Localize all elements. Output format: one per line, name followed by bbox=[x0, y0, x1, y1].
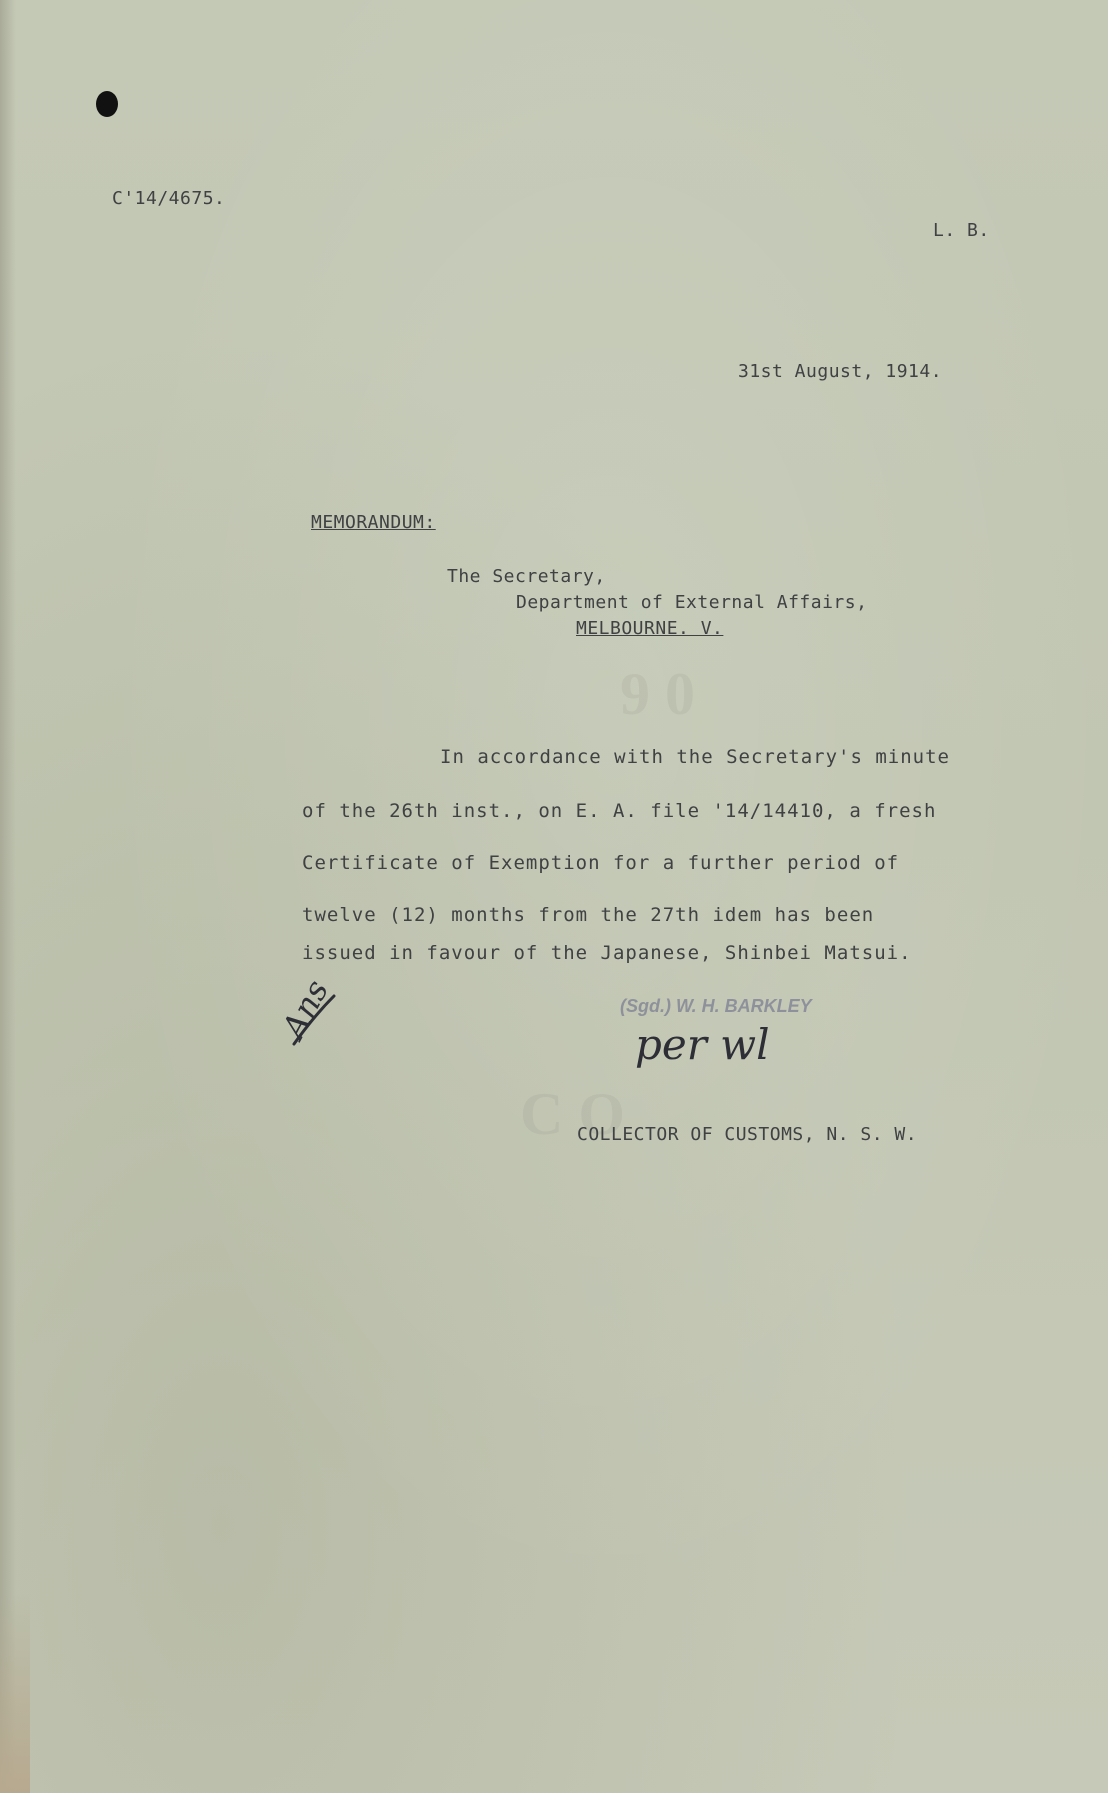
body-line-3: Certificate of Exemption for a further period of bbox=[302, 852, 900, 874]
file-reference: C'14/4675. bbox=[112, 188, 226, 209]
margin-initial: Ans bbox=[274, 973, 336, 1045]
body-line-4: twelve (12) months from the 27th idem has been bbox=[302, 904, 875, 926]
addressee-line-2: Department of External Affairs, bbox=[516, 592, 868, 613]
handwritten-signature: per wl bbox=[635, 1020, 770, 1069]
memo-heading: MEMORANDUM: bbox=[311, 512, 436, 533]
paper-edge-left bbox=[0, 0, 16, 1793]
body-line-2: of the 26th inst., on E. A. file '14/14410, a fresh bbox=[302, 800, 937, 822]
addressee-line-1: The Secretary, bbox=[447, 566, 606, 587]
addressee-line-3: MELBOURNE. V. bbox=[576, 618, 724, 639]
bleed-through-mark: 9 0 bbox=[620, 661, 695, 727]
punch-hole bbox=[96, 91, 118, 117]
body-line-1: In accordance with the Secretary's minute bbox=[440, 746, 950, 768]
bleed-through-mark: C O bbox=[520, 1081, 625, 1147]
body-line-5: issued in favour of the Japanese, Shinbei Matsui. bbox=[302, 942, 912, 964]
paper-stain bbox=[0, 1593, 30, 1793]
margin-tick-mark bbox=[290, 990, 340, 1050]
signatory-title: COLLECTOR OF CUSTOMS, N. S. W. bbox=[577, 1124, 918, 1145]
memo-date: 31st August, 1914. bbox=[738, 361, 943, 382]
signature-stamp: (Sgd.) W. H. BARKLEY bbox=[620, 996, 812, 1016]
corner-initials: L. B. bbox=[933, 220, 990, 241]
